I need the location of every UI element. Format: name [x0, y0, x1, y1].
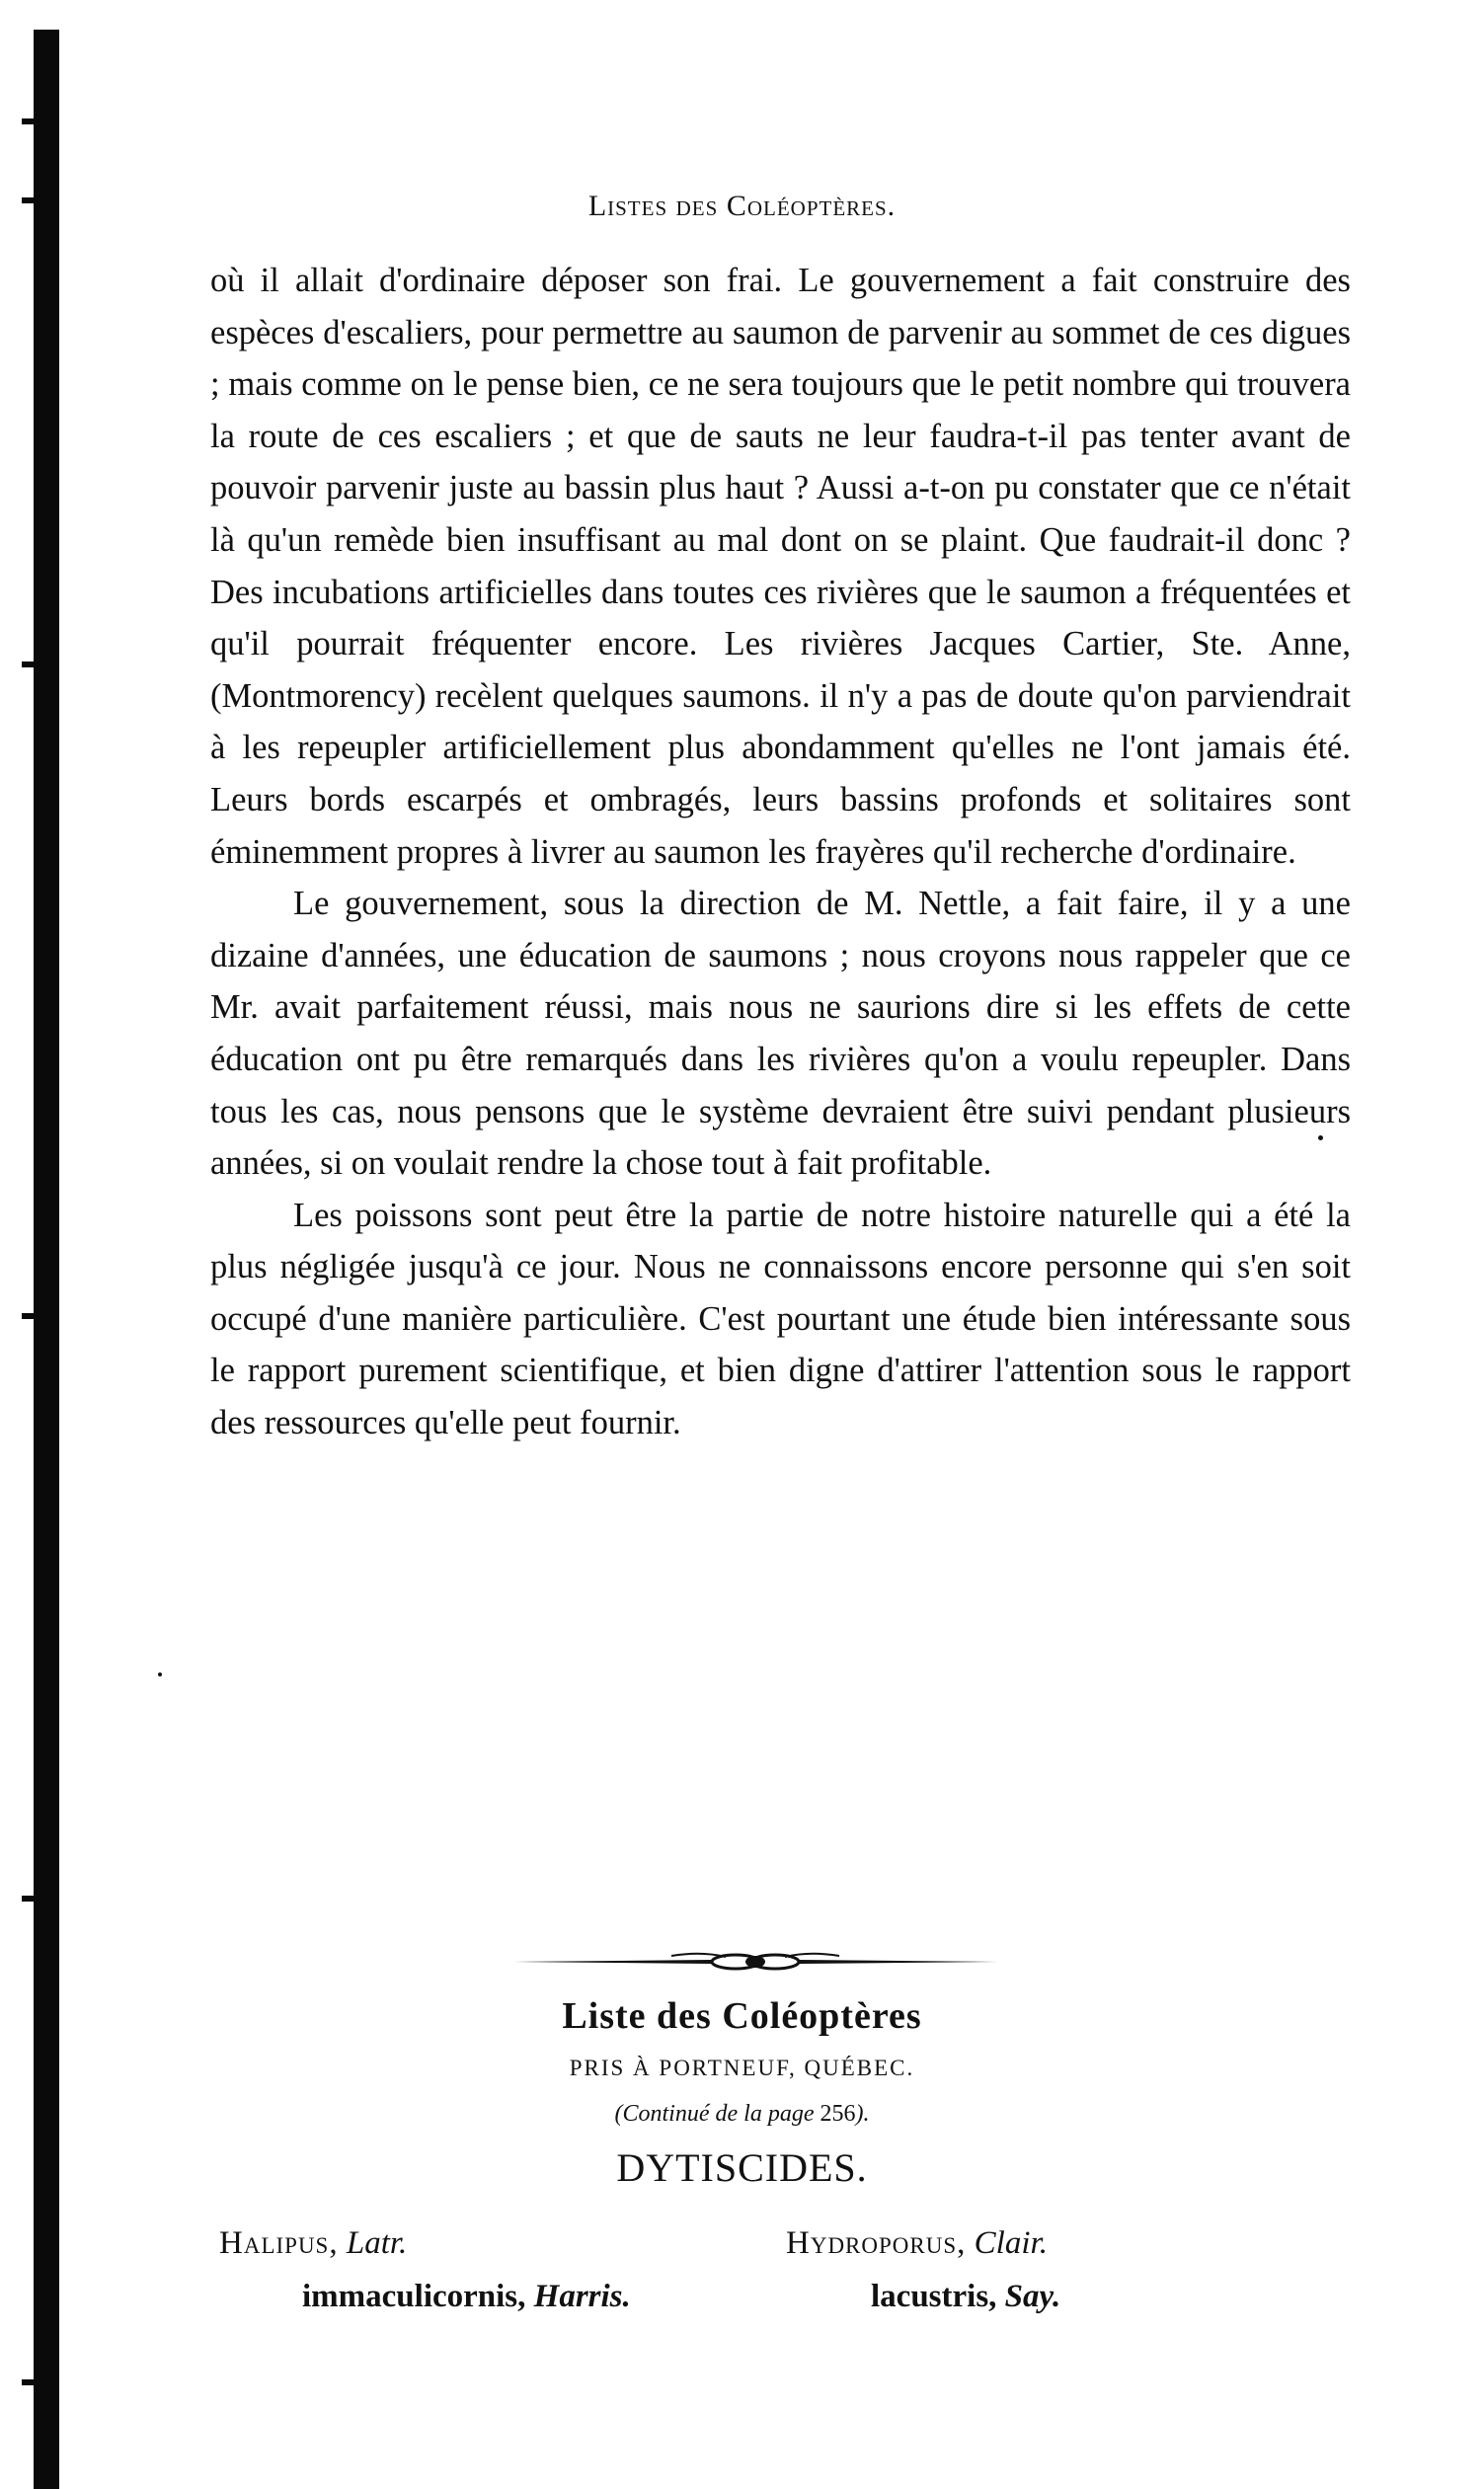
binding-notch — [22, 1313, 39, 1319]
continuation-suffix: ). — [855, 2101, 870, 2127]
running-title: Listes des Coléoptères. — [587, 190, 897, 222]
continuation-prefix: (Continué de la page — [614, 2101, 815, 2127]
article-body — [210, 255, 1351, 1449]
binding-notch — [22, 1896, 39, 1902]
genus-author: Latr. — [346, 2225, 408, 2261]
continuation-page-number: 256 — [820, 2101, 856, 2127]
list-title: Liste des Coléoptères — [562, 1995, 922, 2037]
print-speck — [158, 1672, 162, 1676]
genus-name: Hydroporus, — [786, 2225, 967, 2261]
paragraph-nettle-education: Le gouvernement, sous la direction de M. Nettle, a fait faire, il y a une dizaine d'années, une éducation de saumons ; nous croyons nous rappeler que ce Mr. avait parfaitement réussi, mais nous ne saurions dire si les effets de cette éducation ont pu être remarqués dans les rivières qu'on a voulu repeupler. Dans tous les cas, nous pensons que le système devraient être suivi pendant plusieurs années, si on voulait rendre la chose tout à fait profitable. — [210, 885, 1351, 1183]
species-name: lacustris, — [871, 2279, 997, 2314]
binding-notch — [22, 661, 39, 667]
species-entry — [871, 2279, 1060, 2315]
paragraph-fish-natural-history: Les poissons sont peut être la partie de notre histoire naturelle qui a été la plus négligée jusqu'à ce jour. Nous ne connaissons encore personne qui s'en soit occupé d'une manière particulière. C'est pourtant une étude bien intéressante sous le rapport purement scientifique, et bien digne d'attirer l'attention sous le rapport des ressources qu'elle peut fournir. — [210, 1196, 1351, 1442]
binding-notch — [22, 2379, 39, 2385]
genus-entry — [786, 2225, 1048, 2262]
section-divider-ornament — [513, 1947, 997, 1977]
paragraph-salmon-stairs: où il allait d'ordinaire déposer son frai. Le gouvernement a fait construire des espèces d'escaliers, pour permettre au saumon de parvenir au sommet de ces digues ; mais comme on le pense bien, ce ne sera toujours que le petit nombre qui trouvera la route de ces escaliers ; et que de sauts ne leur faudra-t-il pas tenter avant de pouvoir parvenir juste au bassin plus haut ? Aussi a-t-on pu constater que ce n'était là qu'un remède bien insuffisant au mal dont on se plaint. Que faudrait-il donc ? Des incubations artificielles dans toutes ces rivières que le saumon a fréquentées et qu'il pourrait fréquenter encore. Les rivières Jacques Cartier, Ste. Anne, (Montmorency) recèlent quelques saumons. il n'y a pas de doute qu'on parviendrait à les repeupler artificiellement plus abondamment qu'elles ne l'ont jamais été. Leurs bords escarpés et ombragés, leurs bassins profonds et solitaires sont éminemment propres à livrer au saumon les frayères qu'il recherche d'ordinaire. — [210, 262, 1351, 871]
list-subtitle: PRIS À PORTNEUF, QUÉBEC. — [569, 2056, 915, 2080]
family-heading: DYTISCIDES. — [616, 2145, 868, 2190]
species-name: immaculicornis, — [302, 2279, 526, 2314]
species-author: Say. — [1004, 2279, 1061, 2314]
binding-notch — [22, 118, 39, 124]
species-entry — [302, 2279, 631, 2315]
genus-name: Halipus, — [219, 2225, 339, 2261]
genus-entry — [219, 2225, 407, 2262]
print-speck — [1318, 1135, 1323, 1140]
list-continuation-note — [0, 2101, 1484, 2128]
species-author: Harris. — [533, 2279, 631, 2314]
genus-author: Clair. — [974, 2225, 1048, 2261]
